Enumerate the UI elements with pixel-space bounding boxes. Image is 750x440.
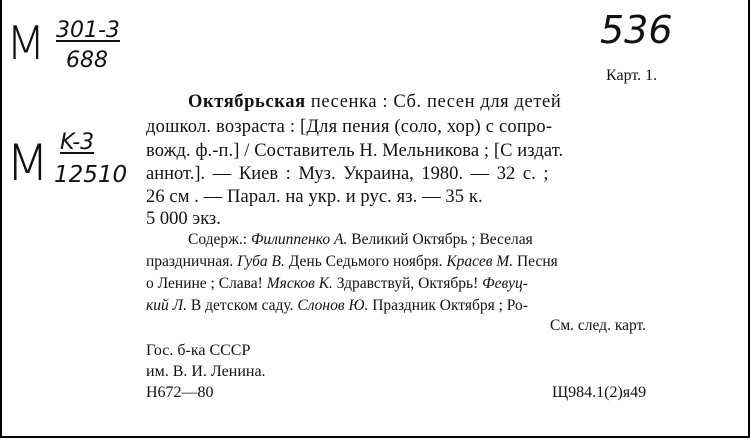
footer-code: Н672—80 <box>146 384 214 401</box>
contents-text-4a: В детском саду. <box>187 297 298 314</box>
contents-line-3 <box>146 276 528 292</box>
entry-line-5: 26 см . — Парал. на укр. и рус. яз. — 35 к. <box>146 187 483 207</box>
contents-text-2a: праздничная. <box>146 253 238 270</box>
contents-text-3b: Здравствуй, Октябрь! <box>332 275 483 292</box>
entry-line-3: вожд. ф.-п.] / Составитель Н. Мельникова ; [С издат. <box>146 141 564 161</box>
shelfmark-2-letter: M <box>6 134 50 192</box>
shelfmark-1-top: 301-3 <box>56 18 120 43</box>
shelfmark-1 <box>6 16 146 76</box>
contents-line-1 <box>188 232 533 248</box>
shelfmark-2-top: K-3 <box>60 130 95 155</box>
contents-text-4b: Праздник Октября ; Ро- <box>368 297 528 314</box>
shelfmark-2-bottom: 12510 <box>54 162 128 188</box>
contents-author-2: Губа В. <box>237 253 285 270</box>
footer-library-2: им. В. И. Ленина. <box>146 363 266 380</box>
shelfmark-1-bottom: 688 <box>66 48 108 73</box>
contents-label: Содерж.: <box>188 231 251 248</box>
contents-text-1: Великий Октябрь ; Веселая <box>347 231 533 248</box>
entry-line-1 <box>188 93 561 112</box>
handwritten-number: 536 <box>600 8 673 52</box>
contents-author-4: Мясков К. <box>266 275 333 292</box>
shelfmark-2 <box>6 128 146 198</box>
entry-line-2: дошкол. возраста : [Для пения (соло, хор) с сопро- <box>146 117 553 137</box>
footer-library-1: Гос. б-ка СССР <box>146 342 251 359</box>
contents-author-1: Филиппенко А. <box>250 231 348 248</box>
contents-text-2b: День Седьмого ноября. <box>284 253 447 270</box>
contents-author-5: Февуц- <box>482 275 528 292</box>
contents-text-2c: Песня <box>513 253 558 270</box>
contents-line-2 <box>146 254 558 270</box>
see-next-card: См. след. карт. <box>550 317 647 334</box>
contents-author-6: кий Л. <box>146 297 187 314</box>
entry-line-1-rest: песенка : Сб. песен для детей <box>305 92 562 112</box>
entry-line-6: 5 000 экз. <box>146 209 221 229</box>
contents-text-3a: о Ленине ; Слава! <box>146 275 267 292</box>
contents-author-3: Красев М. <box>446 253 514 270</box>
shelfmark-1-letter: M <box>6 16 46 70</box>
contents-line-4 <box>146 298 528 314</box>
card-number: Карт. 1. <box>606 67 658 84</box>
footer-classification: Щ984.1(2)я49 <box>552 384 647 401</box>
entry-title: Октябрьская <box>188 92 306 112</box>
contents-author-7: Слонов Ю. <box>297 297 369 314</box>
entry-line-4: аннот.]. — Киев : Муз. Украина, 1980. — 32 с. ; <box>146 164 549 184</box>
